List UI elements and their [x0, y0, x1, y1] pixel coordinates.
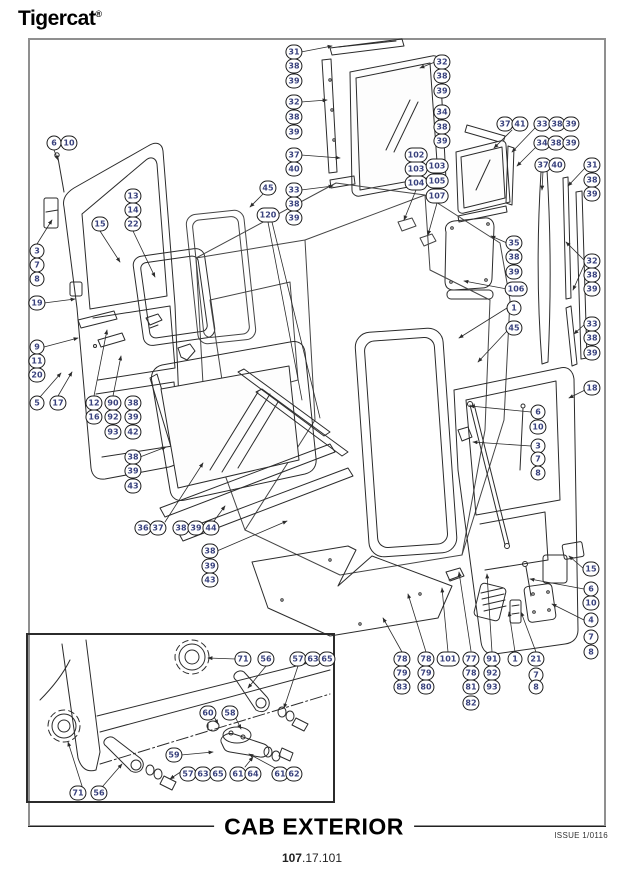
- callout-17: 17: [49, 396, 66, 411]
- callout-1: 1: [508, 652, 523, 667]
- callout-64: 64: [244, 767, 261, 782]
- callout-40: 40: [548, 158, 565, 173]
- side-seal-strips: [538, 170, 587, 366]
- callout-62: 62: [285, 767, 302, 782]
- callout-7: 7: [584, 630, 599, 645]
- callout-32: 32: [285, 95, 302, 110]
- callout-56: 56: [257, 652, 274, 667]
- brand-logo: Tigercat®: [18, 7, 102, 30]
- callout-39: 39: [201, 559, 218, 574]
- callout-22: 22: [124, 217, 141, 232]
- callout-11: 11: [28, 354, 45, 369]
- callout-7: 7: [531, 452, 546, 467]
- callout-65: 65: [318, 652, 335, 667]
- callout-8: 8: [529, 680, 544, 695]
- callout-39: 39: [433, 84, 450, 99]
- callout-35: 35: [505, 236, 522, 251]
- callout-57: 57: [179, 767, 196, 782]
- callout-33: 33: [583, 317, 600, 332]
- callout-65: 65: [209, 767, 226, 782]
- callout-14: 14: [124, 203, 141, 218]
- callout-39: 39: [505, 265, 522, 280]
- windshield-assembly: [322, 39, 446, 196]
- callout-79: 79: [393, 666, 410, 681]
- door-window-frame: [354, 327, 457, 558]
- callout-33: 33: [285, 183, 302, 198]
- callout-103: 103: [426, 159, 449, 174]
- callout-39: 39: [562, 117, 579, 132]
- callout-38: 38: [124, 396, 141, 411]
- callout-43: 43: [124, 479, 141, 494]
- callout-3: 3: [30, 244, 45, 259]
- callout-39: 39: [187, 521, 204, 536]
- callout-59: 59: [165, 748, 182, 763]
- callout-16: 16: [85, 410, 102, 425]
- front-window-assembly: [151, 341, 353, 541]
- callout-83: 83: [393, 680, 410, 695]
- callout-38: 38: [548, 117, 565, 132]
- callout-39: 39: [285, 74, 302, 89]
- callout-10: 10: [60, 136, 77, 151]
- callout-38: 38: [172, 521, 189, 536]
- callout-38: 38: [547, 136, 564, 151]
- callout-3: 3: [531, 439, 546, 454]
- callout-37: 37: [496, 117, 513, 132]
- callout-4: 4: [584, 613, 599, 628]
- callout-18: 18: [583, 381, 600, 396]
- callout-39: 39: [562, 136, 579, 151]
- callout-38: 38: [285, 59, 302, 74]
- callout-41: 41: [511, 117, 528, 132]
- callout-93: 93: [104, 425, 121, 440]
- callout-78: 78: [417, 652, 434, 667]
- callout-32: 32: [583, 254, 600, 269]
- callout-37: 37: [149, 521, 166, 536]
- callout-10: 10: [582, 596, 599, 611]
- callout-36: 36: [134, 521, 151, 536]
- callout-106: 106: [505, 282, 528, 297]
- callout-42: 42: [124, 425, 141, 440]
- issue-label: ISSUE 1/0116: [554, 831, 608, 840]
- callout-78: 78: [393, 652, 410, 667]
- callout-63: 63: [304, 652, 321, 667]
- rear-window-assembly: [456, 125, 514, 222]
- callout-61: 61: [271, 767, 288, 782]
- callout-71: 71: [234, 652, 251, 667]
- callout-39: 39: [583, 346, 600, 361]
- callout-104: 104: [405, 176, 428, 191]
- callout-33: 33: [533, 117, 550, 132]
- callout-38: 38: [583, 331, 600, 346]
- callout-6: 6: [47, 136, 62, 151]
- callout-45: 45: [259, 181, 276, 196]
- callout-31: 31: [285, 45, 302, 60]
- callout-38: 38: [124, 450, 141, 465]
- callout-38: 38: [583, 268, 600, 283]
- callout-8: 8: [30, 272, 45, 287]
- callout-80: 80: [417, 680, 434, 695]
- callout-6: 6: [584, 582, 599, 597]
- callout-39: 39: [124, 464, 141, 479]
- callout-57: 57: [289, 652, 306, 667]
- callout-34: 34: [433, 105, 450, 120]
- callout-39: 39: [583, 282, 600, 297]
- callout-107: 107: [426, 189, 449, 204]
- callout-37: 37: [285, 148, 302, 163]
- callout-63: 63: [194, 767, 211, 782]
- callout-39: 39: [583, 187, 600, 202]
- callout-39: 39: [433, 134, 450, 149]
- callout-19: 19: [28, 296, 45, 311]
- page-code: 107.17.101: [281, 851, 343, 865]
- callout-91: 91: [483, 652, 500, 667]
- callout-15: 15: [582, 562, 599, 577]
- callout-8: 8: [531, 466, 546, 481]
- callout-93: 93: [483, 680, 500, 695]
- callout-81: 81: [462, 680, 479, 695]
- callout-13: 13: [124, 189, 141, 204]
- callout-38: 38: [285, 110, 302, 125]
- callout-5: 5: [30, 396, 45, 411]
- roof-vent-lid: [445, 218, 494, 299]
- callout-60: 60: [199, 706, 216, 721]
- callout-7: 7: [30, 258, 45, 273]
- callout-9: 9: [30, 340, 45, 355]
- callout-21: 21: [527, 652, 544, 667]
- callout-39: 39: [124, 410, 141, 425]
- callout-78: 78: [462, 666, 479, 681]
- callout-90: 90: [104, 396, 121, 411]
- registered-mark: ®: [95, 9, 102, 19]
- callout-44: 44: [202, 521, 219, 536]
- callout-31: 31: [583, 158, 600, 173]
- callout-56: 56: [90, 786, 107, 801]
- lower-hardware: [446, 541, 584, 623]
- callout-6: 6: [531, 405, 546, 420]
- callout-92: 92: [483, 666, 500, 681]
- callout-8: 8: [584, 645, 599, 660]
- callout-12: 12: [85, 396, 102, 411]
- callout-105: 105: [426, 174, 449, 189]
- callout-32: 32: [433, 55, 450, 70]
- callout-39: 39: [285, 211, 302, 226]
- callout-38: 38: [505, 250, 522, 265]
- callout-38: 38: [285, 197, 302, 212]
- callout-1: 1: [507, 301, 522, 316]
- callout-77: 77: [462, 652, 479, 667]
- callout-34: 34: [533, 136, 550, 151]
- callout-20: 20: [28, 368, 45, 383]
- callout-38: 38: [433, 69, 450, 84]
- callout-92: 92: [104, 410, 121, 425]
- callout-38: 38: [583, 173, 600, 188]
- callout-38: 38: [433, 120, 450, 135]
- callout-103: 103: [405, 162, 428, 177]
- callout-10: 10: [529, 420, 546, 435]
- bottom-skirt: [252, 546, 452, 636]
- callout-7: 7: [529, 668, 544, 683]
- callout-15: 15: [91, 217, 108, 232]
- callout-61: 61: [229, 767, 246, 782]
- callout-58: 58: [221, 706, 238, 721]
- page-title: CAB EXTERIOR: [214, 814, 414, 841]
- callout-37: 37: [534, 158, 551, 173]
- callout-102: 102: [405, 148, 428, 163]
- callout-43: 43: [201, 573, 218, 588]
- callout-40: 40: [285, 162, 302, 177]
- callout-79: 79: [417, 666, 434, 681]
- callout-45: 45: [505, 321, 522, 336]
- callout-101: 101: [437, 652, 460, 667]
- callout-82: 82: [462, 696, 479, 711]
- callout-120: 120: [257, 208, 280, 223]
- callout-39: 39: [285, 125, 302, 140]
- inset-detail: [40, 640, 330, 790]
- callout-71: 71: [69, 786, 86, 801]
- callout-38: 38: [201, 544, 218, 559]
